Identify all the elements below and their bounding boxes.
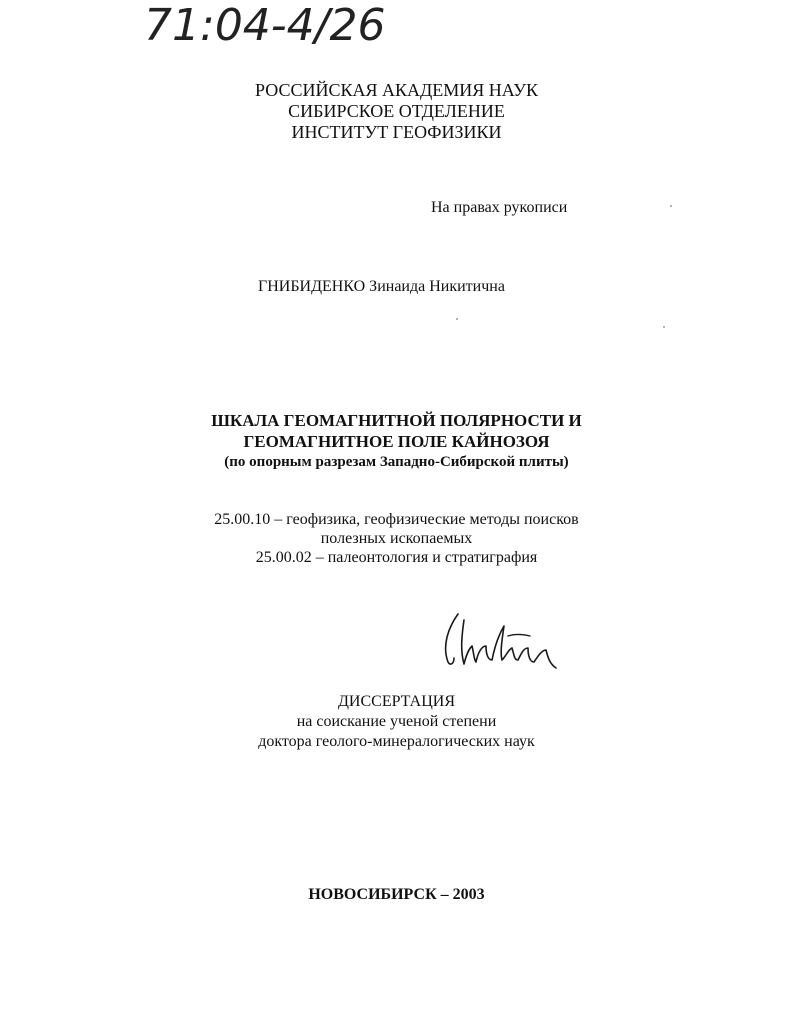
institution-header: [0, 80, 793, 143]
institution-branch: СИБИРСКОЕ ОТДЕЛЕНИЕ: [288, 101, 505, 121]
title-line-2: ГЕОМАГНИТНОЕ ПОЛЕ КАЙНОЗОЯ: [243, 432, 550, 451]
scan-speck: [456, 318, 458, 320]
scan-speck: [670, 205, 672, 207]
handwritten-archive-code: [140, 0, 420, 50]
specialty-paleontology: 25.00.02 – палеонтология и стратиграфия: [255, 549, 538, 566]
specialty-geophysics: 25.00.10 – геофизика, геофизические методы поисков: [214, 511, 579, 528]
title-subtitle: (по опорным разрезам Западно-Сибирской плиты): [224, 454, 569, 470]
dissertation-degree-purpose: на соискание ученой степени: [296, 713, 497, 730]
thesis-title: [0, 410, 793, 473]
dissertation-info: [0, 692, 793, 752]
dissertation-degree: доктора геолого-минералогических наук: [258, 733, 535, 750]
institution-institute: ИНСТИТУТ ГЕОФИЗИКИ: [291, 122, 502, 142]
institution-academy: РОССИЙСКАЯ АКАДЕМИЯ НАУК: [255, 80, 538, 100]
dissertation-label: ДИССЕРТАЦИЯ: [338, 693, 455, 710]
specialty-codes: [0, 510, 793, 567]
author-signature: [438, 606, 568, 676]
title-line-1: ШКАЛА ГЕОМАГНИТНОЙ ПОЛЯРНОСТИ И: [211, 411, 582, 430]
specialty-geophysics-cont: полезных ископаемых: [320, 530, 473, 547]
archive-code-text: 71:04-4/26: [144, 0, 386, 50]
scan-speck: [663, 326, 665, 328]
city-year: НОВОСИБИРСК – 2003: [308, 886, 485, 903]
author-name: ГНИБИДЕНКО Зинаида Никитична: [258, 278, 505, 295]
manuscript-rights: На правах рукописи: [431, 199, 568, 216]
